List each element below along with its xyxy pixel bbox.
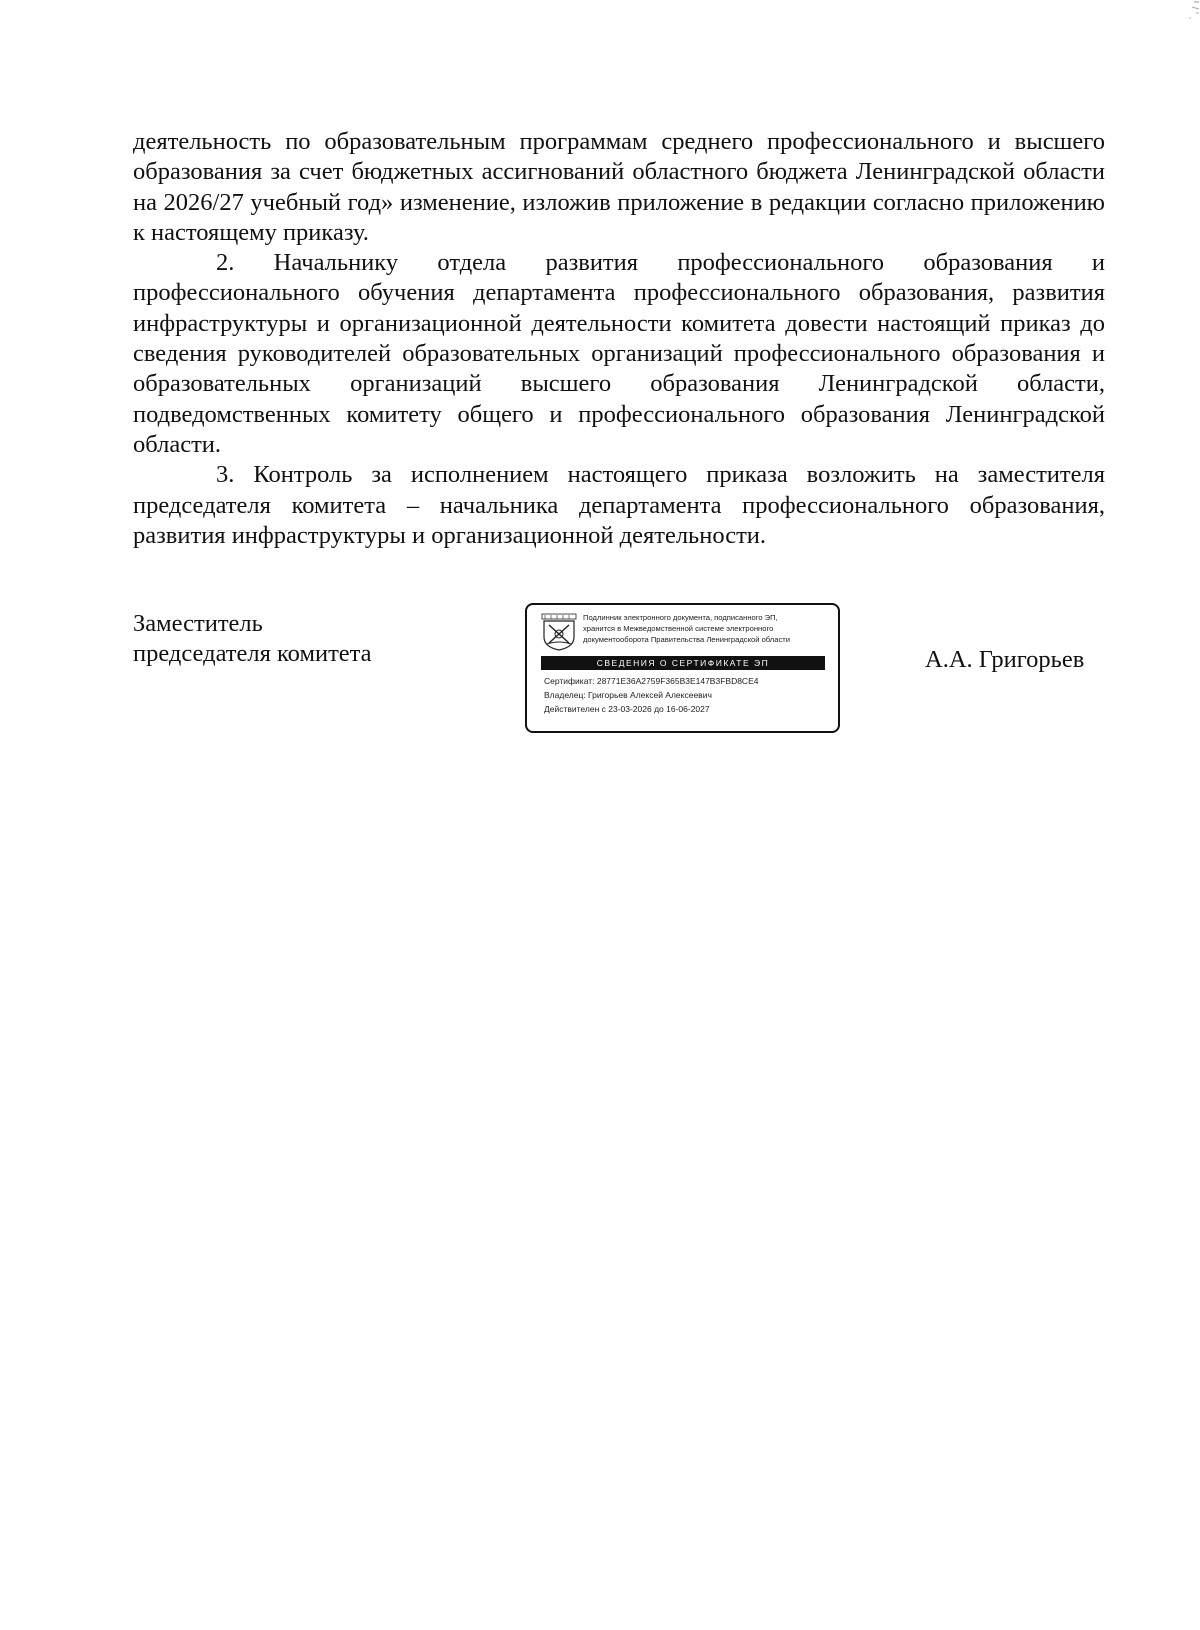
signer-position-line-1: Заместитель bbox=[133, 610, 263, 637]
stamp-note bbox=[583, 612, 833, 645]
stamp-header bbox=[541, 612, 831, 652]
stamp-certificate-number: Сертификат: 28771E36A2759F365B3E147B3FBD8CE4 bbox=[544, 676, 759, 686]
signer-name: А.А. Григорьев bbox=[925, 646, 1085, 673]
stamp-note-line-1: Подлинник электронного документа, подписанного ЭП, bbox=[583, 613, 778, 622]
stamp-validity: Действителен с 23-03-2026 до 16-06-2027 bbox=[544, 704, 710, 714]
paragraph-item-2: 2. Начальнику отдела развития профессионального образования и профессионального обучения департамента профессионального образования, развития инфраструктуры и организационной деятельности комитета довести настоящий приказ до сведения руководителей образовательных организаций профессионального образования и образовательных организаций высшего образования Ленинградской области, подведомственных комитету общего и профессионального образования Ленинградской области. bbox=[133, 249, 1105, 458]
coat-of-arms-icon bbox=[541, 613, 577, 651]
stamp-certificate-info bbox=[544, 674, 834, 716]
document-body bbox=[133, 127, 1105, 551]
scan-artifact bbox=[1180, 0, 1200, 22]
stamp-note-line-2: хранится в Межведомственной системе электронного bbox=[583, 624, 774, 633]
stamp-certificate-header: СВЕДЕНИЯ О СЕРТИФИКАТЕ ЭП bbox=[541, 656, 825, 670]
paragraph-item-3: 3. Контроль за исполнением настоящего приказа возложить на заместителя председателя комитета – начальника департамента профессионального образования, развития инфраструктуры и организационной деятельности. bbox=[133, 461, 1105, 549]
signer-position-line-2: председателя комитета bbox=[133, 640, 372, 667]
signer-position bbox=[133, 609, 372, 669]
paragraph-continuation: деятельность по образовательным программам среднего профессионального и высшего образования за счет бюджетных ассигнований областного бюджета Ленинградской области на 2026/27 учебный год» изменение, изложив приложение в редакции согласно приложению к настоящему приказу. bbox=[133, 128, 1105, 246]
stamp-owner: Владелец: Григорьев Алексей Алексеевич bbox=[544, 690, 712, 700]
electronic-signature-stamp bbox=[525, 603, 840, 733]
stamp-note-line-3: документооборота Правительства Ленинградской области bbox=[583, 635, 790, 644]
